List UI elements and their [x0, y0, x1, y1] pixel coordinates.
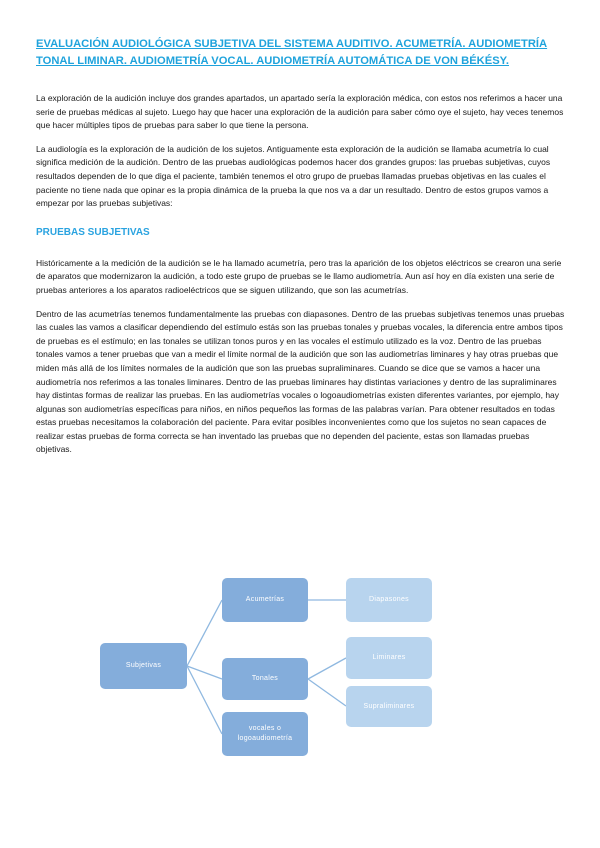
connector-subjetivas-acumetrias: [187, 600, 222, 666]
document-title: EVALUACIÓN AUDIOLÓGICA SUBJETIVA DEL SISTEMA AUDITIVO. ACUMETRÍA. AUDIOMETRÍA TONAL LIMINAR. AUDIOMETRÍA VOCAL. AUDIOMETRÍA AUTOMÁTICA DE VON BÉKÉSY.: [36, 38, 548, 67]
intro-paragraph-2: La audiología es la exploración de la audición de los sujetos. Antiguamente esta exploración de la audición se llamaba acumetría lo cual significa medición de la audición. Dentro de las pruebas audiológicas podemos hacer dos grandes grupos: las pruebas subjetivas, cuyos resultados dependen de lo que diga el paciente, también tenemos el otro grupo de pruebas llamadas pruebas objetivas en las cuales el paciente no tiene nada que opinar es la propia dinámica de la prueba la que nos va a dar un resultado. Dentro de estos grupos vamos a empezar por las pruebas subjetivas:: [36, 143, 551, 209]
section-heading-pruebas-subjetivas: PRUEBAS SUBJETIVAS: [36, 226, 150, 238]
node-tonales: Tonales: [222, 658, 308, 700]
connector-tonales-liminares: [308, 658, 346, 679]
node-diapasones: Diapasones: [346, 578, 432, 622]
connector-tonales-supraliminares: [308, 679, 346, 706]
node-supraliminares: Supraliminares: [346, 686, 432, 727]
section-paragraph-1: Históricamente a la medición de la audición se le ha llamado acumetría, pero tras la aparición de los objetos eléctricos se crearon una serie de aparatos que modernizaron la audición, a todo este grupo de pruebas se le llamo audiometría. Aun así hoy en día existen una serie de pruebas anteriores a los aparatos radioeléctricos que se siguen utilizando, que son las acumetrías.: [36, 257, 562, 295]
node-acumetrias: Acumetrías: [222, 578, 308, 622]
node-subjetivas: Subjetivas: [100, 643, 187, 689]
node-liminares: Liminares: [346, 637, 432, 679]
node-vocales: vocales o logoaudiometría: [222, 712, 308, 756]
section-paragraph-2: Dentro de las acumetrías tenemos fundamentalmente las pruebas con diapasones. Dentro de las pruebas subjetivas tenemos unas pruebas las cuales las vamos a clasificar dependiendo del estímulo estás son las pruebas tonales y pruebas vocales, la diferencia entre ambos tipos de pruebas es el estímulo; en las tonales se utilizan tonos puros y en las vocales el estímulo utilizado es la voz. Dentro de las pruebas tonales vamos a tener pruebas que van a medir el límite normal de la audición que son las audiometrías liminares y hay otras pruebas que miden más allá de los límites normales de la audición que son las pruebas supraliminares. Cuando se dice que se vamos a hacer una audiometría nos referimos a las tonales liminares. Dentro de las pruebas liminares hay distintas variaciones y dentro de las supraliminares hay distintas formas de realizar las pruebas. En las audiometrías vocales o logoaudiometrías existen diferentes variantes, por ejemplo, hay algunas son audiometrías específicas para niños, en niños pequeños las formas de las palabras varían. Para obtener resultados en todas estas pruebas necesitamos la colaboración del paciente. Para evitar posibles inconvenientes como que los sujetos no sean capaces de realizar estas pruebas de forma correcta se han inventado las pruebas que no dependen del paciente, estas son llamadas pruebas objetivas.: [36, 308, 565, 455]
document-page: [36, 36, 566, 467]
connector-subjetivas-vocales: [187, 666, 222, 734]
intro-paragraph-1: La exploración de la audición incluye dos grandes apartados, un apartado sería la exploración médica, con estos nos referimos a hacer una serie de pruebas médicas al sujeto. Luego hay que hacer una exploración de la audición para saber cómo oye el sujeto, hay veces tenemos que hacer múltiples tipos de pruebas para saber lo que tiene la persona.: [36, 93, 564, 131]
connector-subjetivas-tonales: [187, 666, 222, 679]
